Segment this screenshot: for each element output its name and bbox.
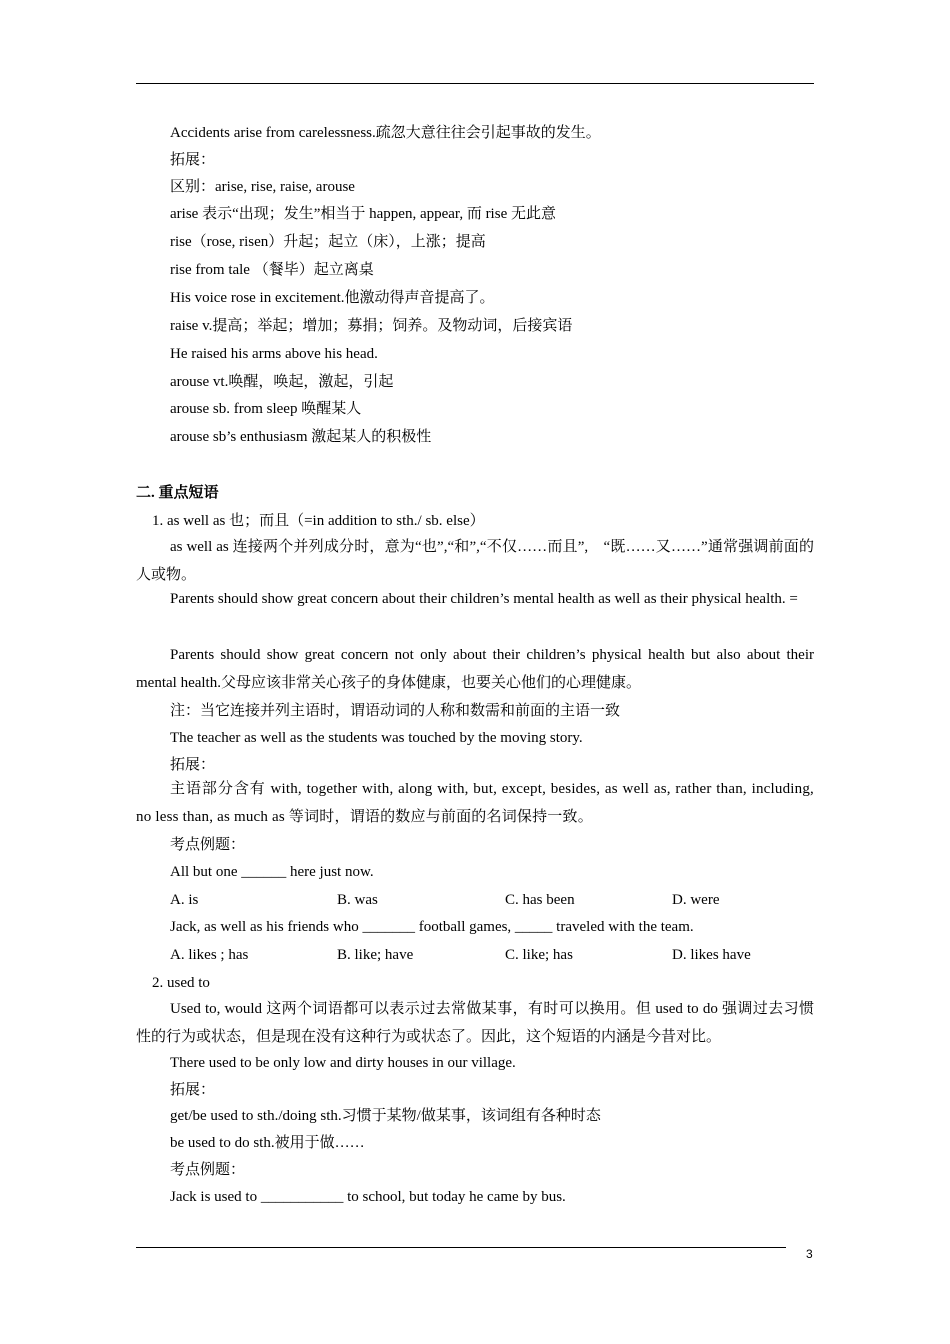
section-heading: 二. 重点短语 xyxy=(136,485,219,501)
paragraph: Parents should show great concern about their children’s mental health as well as their physical health. = xyxy=(170,591,798,607)
page-number: 3 xyxy=(806,1247,813,1261)
text-line: 拓展： xyxy=(170,757,216,773)
paragraph: Used to, would 这两个词语都可以表示过去常做某事，有时可以换用。但 used to do 强调过去习惯性的行为或状态，但是现在没有这种行为或状态了。因此，这个短语的内涵是今昔对比。 xyxy=(136,1001,814,1045)
footer-rule xyxy=(136,1247,786,1248)
text-line: Accidents arise from carelessness.疏忽大意往往会引起事故的发生。 xyxy=(170,125,601,141)
example-line: There used to be only low and dirty houses in our village. xyxy=(170,1055,516,1071)
paragraph: Parents should show great concern not only about their children’s physical health but also about their mental health.父母应该非常关心孩子的身体健康，也要关心他们的心理健康。 xyxy=(136,647,814,691)
item-title: 2. used to xyxy=(152,975,210,991)
text-line: rise（rose, risen）升起；起立（床），上涨；提高 xyxy=(170,234,486,250)
text-line: arouse sb’s enthusiasm 激起某人的积极性 xyxy=(170,429,432,445)
question: All but one ______ here just now. xyxy=(170,864,374,880)
text-line: 拓展： xyxy=(170,1082,216,1098)
paragraph: as well as 连接两个并列成分时，意为“也”,“和”,“不仅……而且”, “既……又……”通常强调前面的人或物。 xyxy=(136,539,814,583)
text-line: He raised his arms above his head. xyxy=(170,346,378,362)
option-c: C. has been xyxy=(505,892,575,908)
option-d: D. likes have xyxy=(672,947,751,963)
header-rule xyxy=(136,83,814,84)
text-line: 区别：arise, rise, raise, arouse xyxy=(170,179,355,195)
question: Jack, as well as his friends who _______ football games, _____ traveled with the team. xyxy=(170,919,694,935)
text-line: be used to do sth.被用于做…… xyxy=(170,1135,365,1151)
option-c: C. like; has xyxy=(505,947,573,963)
example-line: The teacher as well as the students was touched by the moving story. xyxy=(170,730,583,746)
option-b: B. was xyxy=(337,892,378,908)
text-line: arise 表示“出现；发生”相当于 happen, appear, 而 rise 无此意 xyxy=(170,206,556,222)
item-title: 1. as well as 也；而且（=in addition to sth./ sb. else） xyxy=(152,513,485,529)
note-line: 注：当它连接并列主语时，谓语动词的人称和数需和前面的主语一致 xyxy=(170,703,621,719)
text-line: arouse vt.唤醒，唤起，激起，引起 xyxy=(170,374,394,390)
option-b: B. like; have xyxy=(337,947,414,963)
text-line: get/be used to sth./doing sth.习惯于某物/做某事，该词组有各种时态 xyxy=(170,1108,601,1124)
option-d: D. were xyxy=(672,892,720,908)
option-a: A. is xyxy=(170,892,199,908)
option-a: A. likes ; has xyxy=(170,947,249,963)
exam-label: 考点例题： xyxy=(170,1162,246,1178)
text-line: His voice rose in excitement.他激动得声音提高了。 xyxy=(170,290,495,306)
text-line: arouse sb. from sleep 唤醒某人 xyxy=(170,401,362,417)
text-line: raise v.提高；举起；增加；募捐；饲养。及物动词，后接宾语 xyxy=(170,318,573,334)
question: Jack is used to ___________ to school, but today he came by bus. xyxy=(170,1189,566,1205)
text-line: 拓展： xyxy=(170,152,216,168)
text-line: rise from tale （餐毕）起立离桌 xyxy=(170,262,374,278)
paragraph: 主语部分含有 with, together with, along with, but, except, besides, as well as, rather than, including, no less than, as much as 等词时，谓语的数应与前面的名词保持一致。 xyxy=(136,781,814,825)
exam-label: 考点例题： xyxy=(170,837,246,853)
